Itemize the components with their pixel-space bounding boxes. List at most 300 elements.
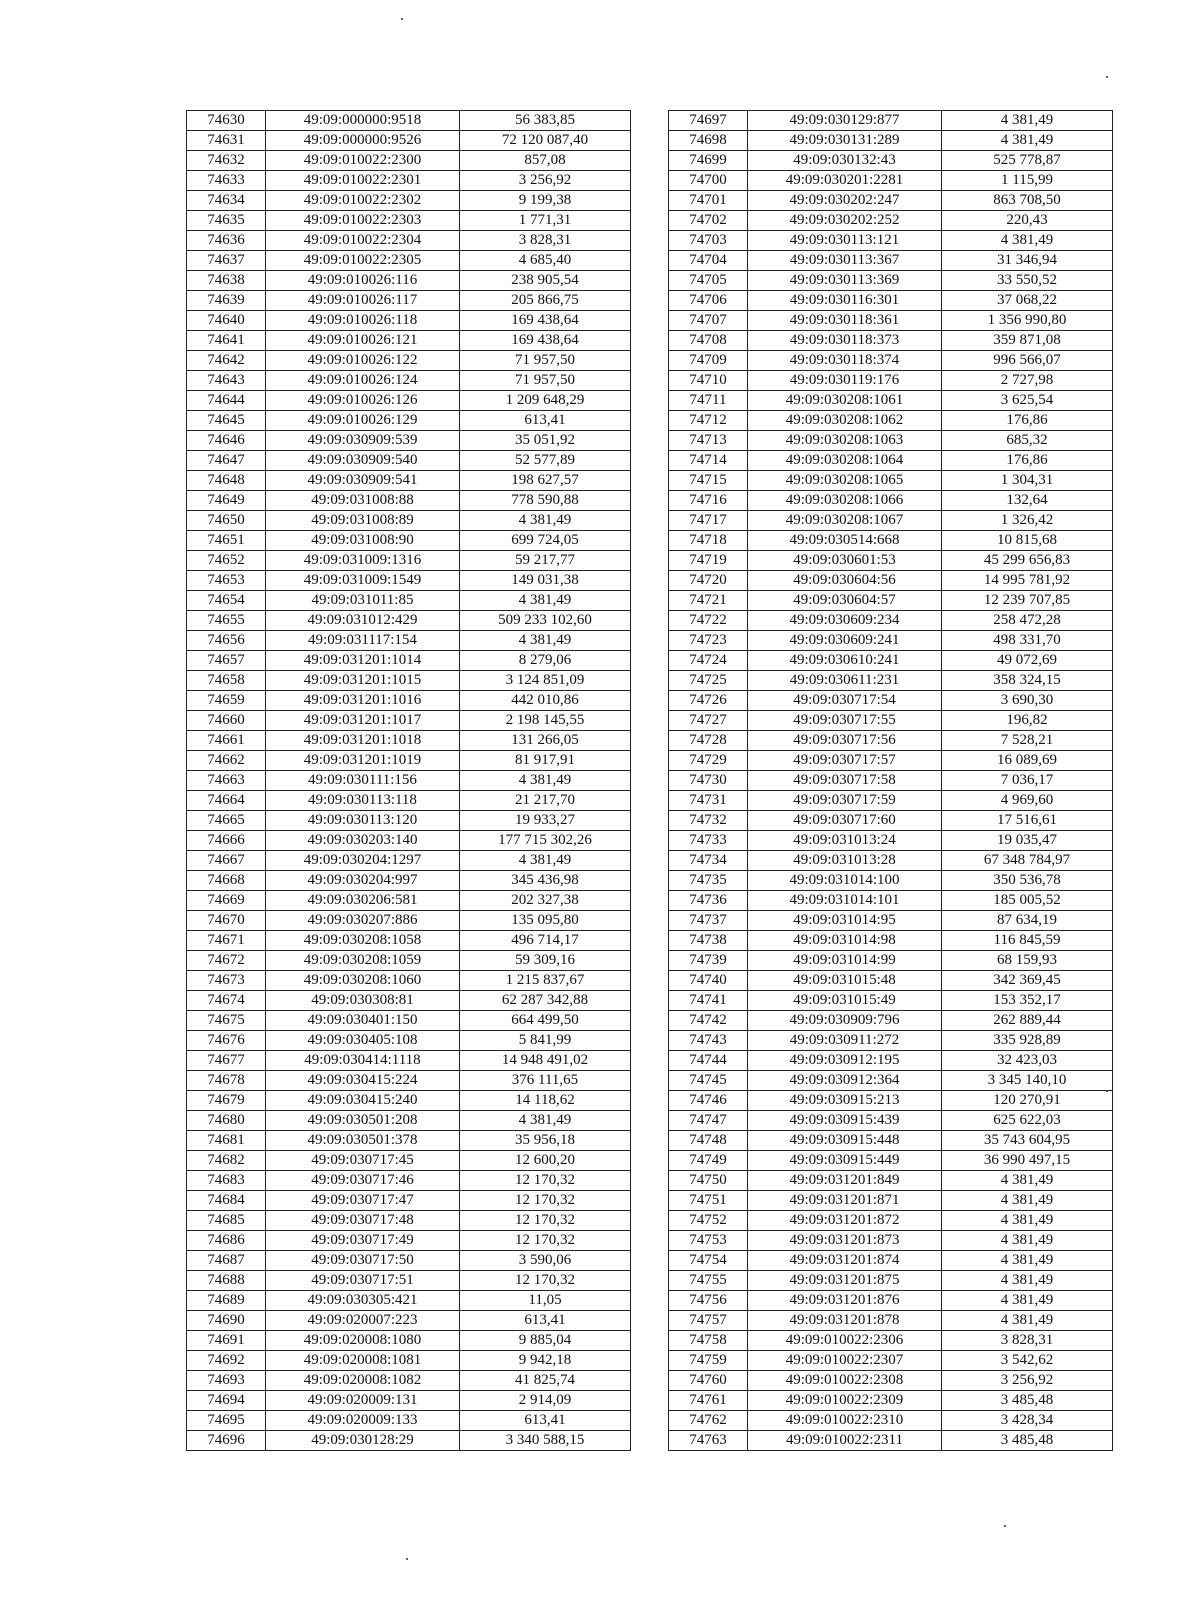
row-number-cell: 74634 <box>187 191 266 211</box>
cadastral-number-cell: 49:09:010022:2308 <box>748 1371 942 1391</box>
row-number-cell: 74656 <box>187 631 266 651</box>
amount-cell: 12 170,32 <box>460 1231 631 1251</box>
cadastral-number-cell: 49:09:010022:2304 <box>266 231 460 251</box>
table-row <box>187 1271 631 1291</box>
table-row <box>669 1071 1113 1091</box>
amount-cell: 19 035,47 <box>942 831 1113 851</box>
row-number-cell: 74676 <box>187 1031 266 1051</box>
table-row <box>187 791 631 811</box>
amount-cell: 525 778,87 <box>942 151 1113 171</box>
cadastral-number-cell: 49:09:030208:1065 <box>748 471 942 491</box>
cadastral-number-cell: 49:09:031011:85 <box>266 591 460 611</box>
cadastral-number-cell: 49:09:031201:876 <box>748 1291 942 1311</box>
row-number-cell: 74693 <box>187 1371 266 1391</box>
row-number-cell: 74663 <box>187 771 266 791</box>
cadastral-number-cell: 49:09:030611:231 <box>748 671 942 691</box>
cadastral-number-cell: 49:09:030717:47 <box>266 1191 460 1211</box>
amount-cell: 81 917,91 <box>460 751 631 771</box>
row-number-cell: 74640 <box>187 311 266 331</box>
cadastral-number-cell: 49:09:010026:121 <box>266 331 460 351</box>
row-number-cell: 74707 <box>669 311 748 331</box>
amount-cell: 625 622,03 <box>942 1111 1113 1131</box>
amount-cell: 1 209 648,29 <box>460 391 631 411</box>
cadastral-number-cell: 49:09:030915:439 <box>748 1111 942 1131</box>
amount-cell: 16 089,69 <box>942 751 1113 771</box>
table-row <box>187 1011 631 1031</box>
row-number-cell: 74690 <box>187 1311 266 1331</box>
row-number-cell: 74659 <box>187 691 266 711</box>
cadastral-number-cell: 49:09:031013:24 <box>748 831 942 851</box>
table-row <box>187 1231 631 1251</box>
amount-cell: 5 841,99 <box>460 1031 631 1051</box>
row-number-cell: 74760 <box>669 1371 748 1391</box>
cadastral-number-cell: 49:09:031201:849 <box>748 1171 942 1191</box>
table-row <box>187 971 631 991</box>
row-number-cell: 74756 <box>669 1291 748 1311</box>
table-row <box>187 171 631 191</box>
amount-cell: 9 885,04 <box>460 1331 631 1351</box>
table-row <box>669 211 1113 231</box>
amount-cell: 1 326,42 <box>942 511 1113 531</box>
row-number-cell: 74748 <box>669 1131 748 1151</box>
table-row <box>669 1131 1113 1151</box>
row-number-cell: 74709 <box>669 351 748 371</box>
cadastral-number-cell: 49:09:010022:2305 <box>266 251 460 271</box>
cadastral-number-cell: 49:09:030915:213 <box>748 1091 942 1111</box>
cadastral-number-cell: 49:09:000000:9518 <box>266 111 460 131</box>
cadastral-number-cell: 49:09:031013:28 <box>748 851 942 871</box>
cadastral-number-cell: 49:09:030208:1063 <box>748 431 942 451</box>
table-row <box>187 1291 631 1311</box>
row-number-cell: 74712 <box>669 411 748 431</box>
cadastral-number-cell: 49:09:030909:541 <box>266 471 460 491</box>
cadastral-number-cell: 49:09:030202:247 <box>748 191 942 211</box>
amount-cell: 132,64 <box>942 491 1113 511</box>
table-row <box>187 611 631 631</box>
table-row <box>669 631 1113 651</box>
table-row <box>669 191 1113 211</box>
cadastral-number-cell: 49:09:031201:1018 <box>266 731 460 751</box>
table-row <box>669 711 1113 731</box>
table-row <box>669 1011 1113 1031</box>
amount-cell: 12 239 707,85 <box>942 591 1113 611</box>
table-row <box>669 111 1113 131</box>
amount-cell: 41 825,74 <box>460 1371 631 1391</box>
table-row <box>669 851 1113 871</box>
table-row <box>669 671 1113 691</box>
row-number-cell: 74633 <box>187 171 266 191</box>
cadastral-number-cell: 49:09:030201:2281 <box>748 171 942 191</box>
row-number-cell: 74743 <box>669 1031 748 1051</box>
row-number-cell: 74725 <box>669 671 748 691</box>
amount-cell: 613,41 <box>460 1411 631 1431</box>
amount-cell: 3 256,92 <box>460 171 631 191</box>
cadastral-number-cell: 49:09:031201:871 <box>748 1191 942 1211</box>
row-number-cell: 74641 <box>187 331 266 351</box>
table-row <box>669 991 1113 1011</box>
table-row <box>187 151 631 171</box>
row-number-cell: 74726 <box>669 691 748 711</box>
row-number-cell: 74674 <box>187 991 266 1011</box>
cadastral-number-cell: 49:09:031201:873 <box>748 1231 942 1251</box>
cadastral-number-cell: 49:09:030717:51 <box>266 1271 460 1291</box>
amount-cell: 358 324,15 <box>942 671 1113 691</box>
table-row <box>669 871 1113 891</box>
amount-cell: 4 381,49 <box>942 1171 1113 1191</box>
left-table-body <box>187 111 631 1451</box>
amount-cell: 177 715 302,26 <box>460 831 631 851</box>
amount-cell: 262 889,44 <box>942 1011 1113 1031</box>
cadastral-number-cell: 49:09:030909:540 <box>266 451 460 471</box>
cadastral-number-cell: 49:09:031015:48 <box>748 971 942 991</box>
amount-cell: 3 124 851,09 <box>460 671 631 691</box>
amount-cell: 996 566,07 <box>942 351 1113 371</box>
row-number-cell: 74635 <box>187 211 266 231</box>
cadastral-number-cell: 49:09:031014:95 <box>748 911 942 931</box>
amount-cell: 509 233 102,60 <box>460 611 631 631</box>
cadastral-number-cell: 49:09:030401:150 <box>266 1011 460 1031</box>
cadastral-number-cell: 49:09:030915:448 <box>748 1131 942 1151</box>
amount-cell: 4 969,60 <box>942 791 1113 811</box>
cadastral-number-cell: 49:09:031014:100 <box>748 871 942 891</box>
cadastral-number-cell: 49:09:030132:43 <box>748 151 942 171</box>
cadastral-number-cell: 49:09:031201:1016 <box>266 691 460 711</box>
table-row <box>669 731 1113 751</box>
row-number-cell: 74728 <box>669 731 748 751</box>
table-row <box>669 1271 1113 1291</box>
amount-cell: 3 828,31 <box>460 231 631 251</box>
cadastral-number-cell: 49:09:031009:1549 <box>266 571 460 591</box>
cadastral-number-cell: 49:09:030208:1058 <box>266 931 460 951</box>
cadastral-number-cell: 49:09:031117:154 <box>266 631 460 651</box>
table-row <box>669 431 1113 451</box>
table-row <box>187 1331 631 1351</box>
amount-cell: 149 031,38 <box>460 571 631 591</box>
table-row <box>187 1031 631 1051</box>
cadastral-number-cell: 49:09:031009:1316 <box>266 551 460 571</box>
amount-cell: 359 871,08 <box>942 331 1113 351</box>
row-number-cell: 74699 <box>669 151 748 171</box>
table-row <box>669 351 1113 371</box>
row-number-cell: 74759 <box>669 1351 748 1371</box>
table-row <box>669 1391 1113 1411</box>
row-number-cell: 74694 <box>187 1391 266 1411</box>
amount-cell: 4 381,49 <box>460 1111 631 1131</box>
amount-cell: 4 381,49 <box>460 631 631 651</box>
table-row <box>187 451 631 471</box>
table-row <box>669 531 1113 551</box>
amount-cell: 4 381,49 <box>942 1211 1113 1231</box>
amount-cell: 68 159,93 <box>942 951 1113 971</box>
amount-cell: 7 528,21 <box>942 731 1113 751</box>
amount-cell: 14 948 491,02 <box>460 1051 631 1071</box>
amount-cell: 56 383,85 <box>460 111 631 131</box>
cadastral-number-cell: 49:09:010022:2309 <box>748 1391 942 1411</box>
amount-cell: 335 928,89 <box>942 1031 1113 1051</box>
row-number-cell: 74758 <box>669 1331 748 1351</box>
row-number-cell: 74706 <box>669 291 748 311</box>
table-row <box>187 731 631 751</box>
cadastral-number-cell: 49:09:030610:241 <box>748 651 942 671</box>
cadastral-number-cell: 49:09:030717:45 <box>266 1151 460 1171</box>
cadastral-number-cell: 49:09:030204:997 <box>266 871 460 891</box>
row-number-cell: 74749 <box>669 1151 748 1171</box>
amount-cell: 196,82 <box>942 711 1113 731</box>
cadastral-number-cell: 49:09:020009:133 <box>266 1411 460 1431</box>
table-row <box>187 671 631 691</box>
amount-cell: 71 957,50 <box>460 351 631 371</box>
cadastral-number-cell: 49:09:020008:1081 <box>266 1351 460 1371</box>
cadastral-number-cell: 49:09:030609:234 <box>748 611 942 631</box>
cadastral-number-cell: 49:09:031201:1019 <box>266 751 460 771</box>
cadastral-number-cell: 49:09:010026:129 <box>266 411 460 431</box>
row-number-cell: 74721 <box>669 591 748 611</box>
table-row <box>187 531 631 551</box>
amount-cell: 3 345 140,10 <box>942 1071 1113 1091</box>
row-number-cell: 74652 <box>187 551 266 571</box>
row-number-cell: 74637 <box>187 251 266 271</box>
amount-cell: 135 095,80 <box>460 911 631 931</box>
table-row <box>187 1051 631 1071</box>
row-number-cell: 74731 <box>669 791 748 811</box>
amount-cell: 863 708,50 <box>942 191 1113 211</box>
table-row <box>187 1431 631 1451</box>
row-number-cell: 74687 <box>187 1251 266 1271</box>
cadastral-number-cell: 49:09:030717:50 <box>266 1251 460 1271</box>
amount-cell: 12 170,32 <box>460 1271 631 1291</box>
row-number-cell: 74755 <box>669 1271 748 1291</box>
row-number-cell: 74718 <box>669 531 748 551</box>
table-row <box>187 651 631 671</box>
table-row <box>669 1211 1113 1231</box>
table-row <box>669 971 1113 991</box>
row-number-cell: 74732 <box>669 811 748 831</box>
table-row <box>187 291 631 311</box>
cadastral-number-cell: 49:09:010022:2302 <box>266 191 460 211</box>
row-number-cell: 74752 <box>669 1211 748 1231</box>
row-number-cell: 74744 <box>669 1051 748 1071</box>
row-number-cell: 74671 <box>187 931 266 951</box>
amount-cell: 4 381,49 <box>942 1251 1113 1271</box>
table-row <box>669 751 1113 771</box>
table-row <box>669 1171 1113 1191</box>
cadastral-number-cell: 49:09:030601:53 <box>748 551 942 571</box>
table-row <box>669 371 1113 391</box>
amount-cell: 3 485,48 <box>942 1391 1113 1411</box>
cadastral-number-cell: 49:09:030414:1118 <box>266 1051 460 1071</box>
cadastral-number-cell: 49:09:031201:878 <box>748 1311 942 1331</box>
amount-cell: 2 727,98 <box>942 371 1113 391</box>
row-number-cell: 74650 <box>187 511 266 531</box>
amount-cell: 12 600,20 <box>460 1151 631 1171</box>
table-row <box>669 231 1113 251</box>
row-number-cell: 74745 <box>669 1071 748 1091</box>
cadastral-number-cell: 49:09:031201:874 <box>748 1251 942 1271</box>
cadastral-number-cell: 49:09:030717:57 <box>748 751 942 771</box>
amount-cell: 31 346,94 <box>942 251 1113 271</box>
amount-cell: 153 352,17 <box>942 991 1113 1011</box>
cadastral-number-cell: 49:09:030415:240 <box>266 1091 460 1111</box>
right-table-body <box>669 111 1113 1451</box>
table-row <box>669 471 1113 491</box>
amount-cell: 17 516,61 <box>942 811 1113 831</box>
cadastral-number-cell: 49:09:031201:1014 <box>266 651 460 671</box>
row-number-cell: 74665 <box>187 811 266 831</box>
table-row <box>669 1291 1113 1311</box>
amount-cell: 3 428,34 <box>942 1411 1113 1431</box>
cadastral-number-cell: 49:09:030204:1297 <box>266 851 460 871</box>
amount-cell: 45 299 656,83 <box>942 551 1113 571</box>
scan-speck <box>406 1558 408 1560</box>
table-row <box>669 1251 1113 1271</box>
row-number-cell: 74715 <box>669 471 748 491</box>
amount-cell: 59 309,16 <box>460 951 631 971</box>
row-number-cell: 74668 <box>187 871 266 891</box>
amount-cell: 120 270,91 <box>942 1091 1113 1111</box>
amount-cell: 12 170,32 <box>460 1191 631 1211</box>
scan-speck <box>1106 1090 1108 1092</box>
cadastral-number-cell: 49:09:030604:57 <box>748 591 942 611</box>
amount-cell: 2 198 145,55 <box>460 711 631 731</box>
table-row <box>187 131 631 151</box>
cadastral-number-cell: 49:09:031008:89 <box>266 511 460 531</box>
amount-cell: 62 287 342,88 <box>460 991 631 1011</box>
cadastral-number-cell: 49:09:030405:108 <box>266 1031 460 1051</box>
cadastral-number-cell: 49:09:010026:117 <box>266 291 460 311</box>
row-number-cell: 74701 <box>669 191 748 211</box>
cadastral-number-cell: 49:09:030909:796 <box>748 1011 942 1031</box>
row-number-cell: 74673 <box>187 971 266 991</box>
table-row <box>669 1351 1113 1371</box>
row-number-cell: 74685 <box>187 1211 266 1231</box>
amount-cell: 4 381,49 <box>942 1271 1113 1291</box>
row-number-cell: 74667 <box>187 851 266 871</box>
row-number-cell: 74727 <box>669 711 748 731</box>
row-number-cell: 74717 <box>669 511 748 531</box>
amount-cell: 19 933,27 <box>460 811 631 831</box>
amount-cell: 4 381,49 <box>942 1231 1113 1251</box>
amount-cell: 59 217,77 <box>460 551 631 571</box>
row-number-cell: 74763 <box>669 1431 748 1451</box>
amount-cell: 2 914,09 <box>460 1391 631 1411</box>
table-row <box>669 551 1113 571</box>
table-row <box>187 111 631 131</box>
cadastral-number-cell: 49:09:030717:48 <box>266 1211 460 1231</box>
table-row <box>187 311 631 331</box>
amount-cell: 49 072,69 <box>942 651 1113 671</box>
row-number-cell: 74666 <box>187 831 266 851</box>
amount-cell: 176,86 <box>942 411 1113 431</box>
table-row <box>187 571 631 591</box>
row-number-cell: 74722 <box>669 611 748 631</box>
cadastral-number-cell: 49:09:030207:886 <box>266 911 460 931</box>
table-row <box>669 331 1113 351</box>
row-number-cell: 74689 <box>187 1291 266 1311</box>
cadastral-number-cell: 49:09:030717:55 <box>748 711 942 731</box>
amount-cell: 12 170,32 <box>460 1171 631 1191</box>
cadastral-number-cell: 49:09:030912:195 <box>748 1051 942 1071</box>
row-number-cell: 74679 <box>187 1091 266 1111</box>
amount-cell: 3 590,06 <box>460 1251 631 1271</box>
cadastral-number-cell: 49:09:030118:374 <box>748 351 942 371</box>
amount-cell: 21 217,70 <box>460 791 631 811</box>
table-row <box>669 771 1113 791</box>
amount-cell: 4 381,49 <box>942 231 1113 251</box>
cadastral-number-cell: 49:09:030116:301 <box>748 291 942 311</box>
table-row <box>669 511 1113 531</box>
cadastral-number-cell: 49:09:031008:90 <box>266 531 460 551</box>
amount-cell: 1 771,31 <box>460 211 631 231</box>
row-number-cell: 74675 <box>187 1011 266 1031</box>
row-number-cell: 74651 <box>187 531 266 551</box>
cadastral-number-cell: 49:09:030119:176 <box>748 371 942 391</box>
cadastral-number-cell: 49:09:020008:1080 <box>266 1331 460 1351</box>
amount-cell: 685,32 <box>942 431 1113 451</box>
row-number-cell: 74670 <box>187 911 266 931</box>
table-row <box>187 211 631 231</box>
table-row <box>187 1071 631 1091</box>
row-number-cell: 74644 <box>187 391 266 411</box>
cadastral-number-cell: 49:09:010022:2311 <box>748 1431 942 1451</box>
amount-cell: 9 199,38 <box>460 191 631 211</box>
row-number-cell: 74724 <box>669 651 748 671</box>
amount-cell: 220,43 <box>942 211 1113 231</box>
cadastral-number-cell: 49:09:031201:872 <box>748 1211 942 1231</box>
amount-cell: 3 828,31 <box>942 1331 1113 1351</box>
amount-cell: 116 845,59 <box>942 931 1113 951</box>
amount-cell: 350 536,78 <box>942 871 1113 891</box>
table-row <box>187 351 631 371</box>
table-row <box>187 1091 631 1111</box>
table-row <box>669 1411 1113 1431</box>
row-number-cell: 74662 <box>187 751 266 771</box>
table-row <box>187 991 631 1011</box>
row-number-cell: 74746 <box>669 1091 748 1111</box>
row-number-cell: 74703 <box>669 231 748 251</box>
row-number-cell: 74660 <box>187 711 266 731</box>
cadastral-number-cell: 49:09:010026:116 <box>266 271 460 291</box>
cadastral-number-cell: 49:09:030717:59 <box>748 791 942 811</box>
row-number-cell: 74713 <box>669 431 748 451</box>
cadastral-number-cell: 49:09:030208:1067 <box>748 511 942 531</box>
row-number-cell: 74655 <box>187 611 266 631</box>
table-row <box>669 911 1113 931</box>
scan-speck <box>1004 1525 1006 1527</box>
table-row <box>187 931 631 951</box>
row-number-cell: 74692 <box>187 1351 266 1371</box>
table-row <box>187 1111 631 1131</box>
row-number-cell: 74632 <box>187 151 266 171</box>
cadastral-number-cell: 49:09:010026:118 <box>266 311 460 331</box>
row-number-cell: 74686 <box>187 1231 266 1251</box>
amount-cell: 14 118,62 <box>460 1091 631 1111</box>
row-number-cell: 74719 <box>669 551 748 571</box>
row-number-cell: 74642 <box>187 351 266 371</box>
row-number-cell: 74734 <box>669 851 748 871</box>
cadastral-number-cell: 49:09:030915:449 <box>748 1151 942 1171</box>
row-number-cell: 74681 <box>187 1131 266 1151</box>
right-data-table <box>668 110 1113 1451</box>
table-row <box>187 231 631 251</box>
row-number-cell: 74646 <box>187 431 266 451</box>
row-number-cell: 74636 <box>187 231 266 251</box>
amount-cell: 205 866,75 <box>460 291 631 311</box>
row-number-cell: 74630 <box>187 111 266 131</box>
table-row <box>669 891 1113 911</box>
row-number-cell: 74714 <box>669 451 748 471</box>
amount-cell: 613,41 <box>460 411 631 431</box>
table-row <box>187 191 631 211</box>
